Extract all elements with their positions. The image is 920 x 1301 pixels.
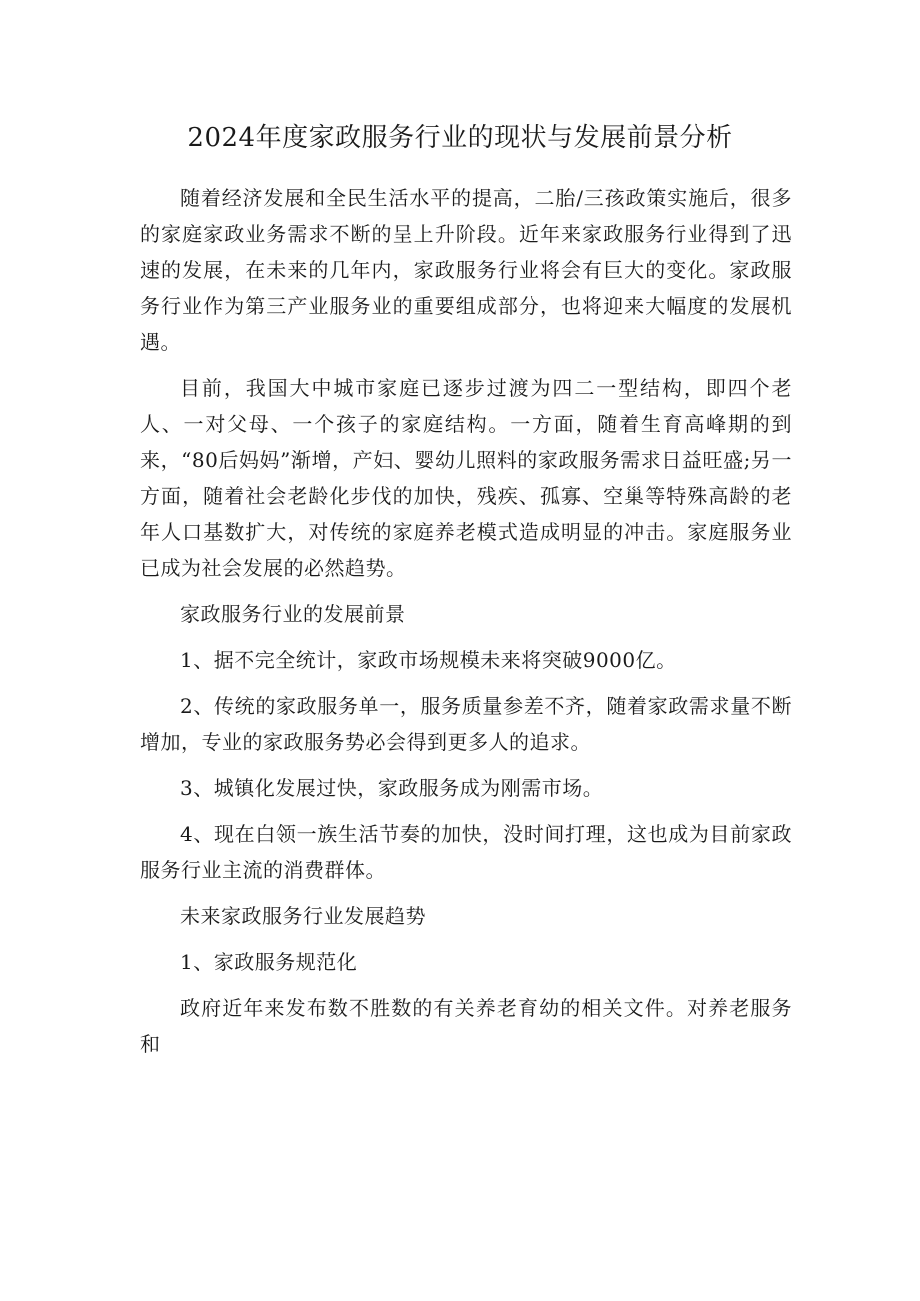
paragraph-policy: 政府近年来发布数不胜数的有关养老育幼的相关文件。对养老服务和	[140, 996, 792, 1056]
document-body	[140, 180, 792, 1062]
paragraph-family-structure: 目前，我国大中城市家庭已逐步过渡为四二一型结构，即四个老人、一对父母、一个孩子的家庭结构。一方面，随着生育高峰期的到来，“80后妈妈”渐增，产妇、婴幼儿照料的家政服务需求日益旺盛;另一方面，随着社会老龄化步伐的加快，残疾、孤寡、空巢等特殊高龄的老年人口基数扩大，对传统的家庭养老模式造成明显的冲击。家庭服务业已成为社会发展的必然趋势。	[140, 376, 792, 580]
list-item-3: 3、城镇化发展过快，家政服务成为刚需市场。	[180, 776, 604, 800]
list-item-1: 1、据不完全统计，家政市场规模未来将突破9000亿。	[180, 648, 677, 672]
document-title: 2024年度家政服务行业的现状与发展前景分析	[187, 123, 733, 153]
list-item-2: 2、传统的家政服务单一，服务质量参差不齐，随着家政需求量不断增加，专业的家政服务势必会得到更多人的追求。	[140, 694, 792, 754]
section-heading-prospects: 家政服务行业的发展前景	[180, 602, 406, 626]
section-heading-trends: 未来家政服务行业发展趋势	[180, 904, 426, 928]
trend-item-1: 1、家政服务规范化	[180, 950, 358, 974]
list-item-4: 4、现在白领一族生活节奏的加快，没时间打理，这也成为目前家政服务行业主流的消费群体。	[140, 822, 792, 882]
paragraph-intro: 随着经济发展和全民生活水平的提高，二胎/三孩政策实施后，很多的家庭家政业务需求不断的呈上升阶段。近年来家政服务行业得到了迅速的发展，在未来的几年内，家政服务行业将会有巨大的变化。家政服务行业作为第三产业服务业的重要组成部分，也将迎来大幅度的发展机遇。	[140, 186, 792, 354]
